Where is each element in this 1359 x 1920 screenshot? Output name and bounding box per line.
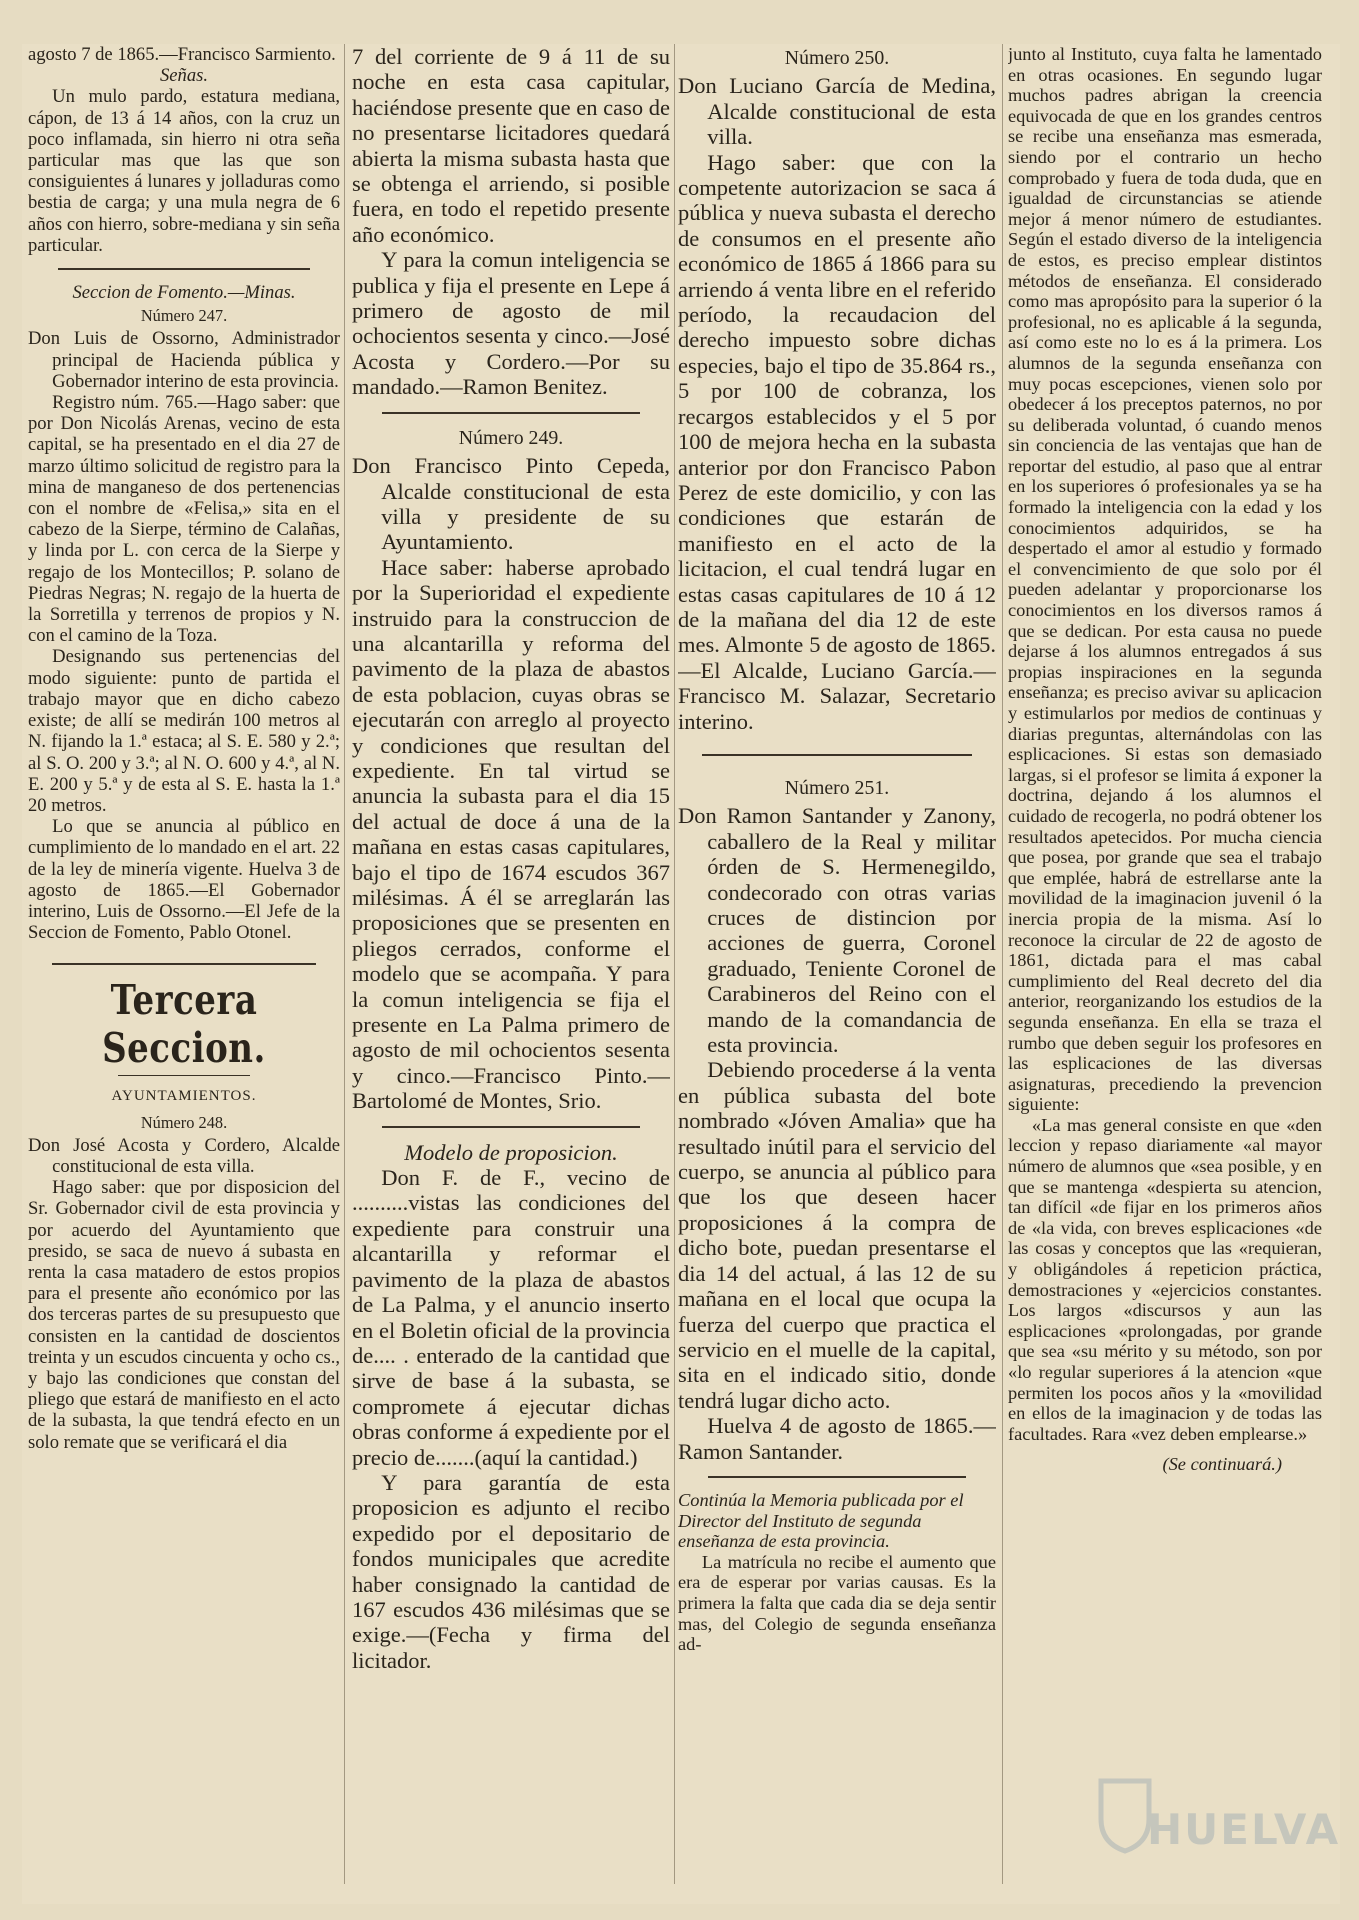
- continued-note: (Se continuará.): [1162, 1454, 1282, 1475]
- column-4: [1008, 44, 1322, 1475]
- senas-title: Señas.: [159, 65, 209, 87]
- section-heading: Seccion de Fomento.—Minas.: [72, 282, 296, 304]
- notice-number: Número 250.: [784, 47, 890, 69]
- notice-number: Número 248.: [140, 1112, 228, 1132]
- column-3: [678, 44, 996, 1655]
- paragraph: 7 del corriente de 9 á 11 de su noche en esta casa capitular, haciéndose presente que en caso de no presentarse licitadores quedará abierta la misma subasta hasta que se obtenga el arriendo, si posible fuera, en todo el repetido presente año económico.: [352, 44, 670, 247]
- notice-heading: Don Luis de Ossorno, Administrador principal de Hacienda pública y Gobernador interino de esta provincia.: [28, 328, 340, 392]
- subsection-title: AYUNTAMIENTOS.: [111, 1088, 257, 1105]
- section-title: Tercera Seccion.: [102, 977, 266, 1074]
- paragraph: Designando sus pertenencias del modo siguiente: punto de partida el trabajo mayor que en dicho cabezo existe; de allí se medirán 100 metros al N. fijando la 1.ª estaca; al S. E. 580 y 2.ª; al S. O. 200 y 3.ª; al N. O. 600 y 4.ª, al N. E. 200 y 5.ª y de esta al S. E. hasta la 1.ª 20 metros.: [28, 646, 340, 816]
- notice-number: Número 247.: [140, 306, 228, 326]
- divider: [52, 963, 316, 965]
- notice-number: Número 249.: [458, 426, 564, 449]
- divider: [382, 412, 640, 414]
- divider: [702, 754, 972, 756]
- watermark-text: HUELVA: [1147, 1805, 1341, 1854]
- column-1: [28, 44, 340, 1453]
- paragraph: Huelva 4 de agosto de 1865.—Ramon Santander.: [678, 1413, 996, 1464]
- paragraph: La matrícula no recibe el aumento que era de esperar por varias causas. Es la primera la falta que cada dia se deja sentir mas, del Colegio de segunda enseñanza ad-: [678, 1551, 996, 1655]
- divider: [118, 1075, 250, 1076]
- paragraph: Don F. de F., vecino de ..........vistas las condiciones del expediente para construir una alcantarilla y reformar el pavimento de la plaza de abastos de La Palma, y el anuncio inserto en el Boletin oficial de la provincia de.... . enterado de la cantidad que sirve de base á la subasta, se compromete á ejecutar dichas obras conforme á expediente por el precio de.......(aquí la cantidad.): [352, 1165, 670, 1470]
- quotation: «La mas general consiste en que «den leccion y repaso diariamente «al mayor número de alumnos que «sea posible, y en que se mantenga «despierta su atencion, tan difícil «de fijar en los primeros años de «la vida, con breves esplicaciones «de las cosas y conceptos que las «requieran, y obligándoles á repeticion práctica, demostraciones y «ejercicios constantes. Los largos «discursos y aun las esplicaciones «prolongadas, por grande que sea «su mérito y su método, son por «lo regular superiores á la atencion «que permiten los pocos años y la «movilidad en ellos de la imaginacion y de todas las facultades. Rara «vez deben emplearse.»: [1008, 1114, 1322, 1444]
- divider: [708, 1476, 966, 1478]
- divider: [382, 1126, 640, 1128]
- paragraph: Debiendo procederse á la venta en pública subasta del bote nombrado «Jóven Amalia» que ha resultado inútil para el servicio del cuerpo, se anuncia al público para que los que deseen hacer proposiciones á la compra de dicho bote, puedan presentarse el dia 14 del actual, á las 12 de su mañana en el local que ocupa la fuerza del cuerpo que practica el servicio en el muelle de la capital, sita en el indicado sitio, donde tendrá lugar dicho acto.: [678, 1057, 996, 1413]
- column-rule: [344, 44, 345, 1884]
- library-watermark: [1095, 1775, 1341, 1865]
- notice-heading: Don José Acosta y Cordero, Alcalde constitucional de esta villa.: [28, 1134, 340, 1177]
- paragraph: Registro núm. 765.—Hago saber: que por Don Nicolás Arenas, vecino de esta capital, se ha presentado en el dia 27 de marzo último solicitud de registro para la mina de manganeso de dos pertenencias con el nombre de «Felisa,» sita en el cabezo de la Sierpe, término de Calañas, y linda por L. con cerca de la Sierpe y regajo de los Montecillos; P. solano de Piedras Negras; N. regajo de la huerta de la Sorretilla y terrenos de propios y N. con el camino de la Toza.: [28, 392, 340, 647]
- column-rule: [1002, 44, 1003, 1884]
- notice-heading: Don Francisco Pinto Cepeda, Alcalde constitucional de esta villa y presidente de su Ayuntamiento.: [352, 453, 670, 555]
- newspaper-page: [22, 44, 1340, 1904]
- memoria-heading: Continúa la Memoria publicada por el Director del Instituto de segunda enseñanza de esta provincia.: [678, 1489, 964, 1552]
- column-rule: [674, 44, 675, 1884]
- column-2: [352, 44, 670, 1673]
- paragraph: Lo que se anuncia al público en cumplimiento de lo mandado en el art. 22 de la ley de minería vigente. Huelva 3 de agosto de 1865.—El Gobernador interino, Luis de Ossorno.—El Jefe de la Seccion de Fomento, Pablo Otonel.: [28, 816, 340, 944]
- notice-number: Número 251.: [784, 776, 890, 799]
- paragraph: Un mulo pardo, estatura mediana, cápon, de 13 á 14 años, con la cruz un poco inflamada, sin hierro ni otra seña particular mas que las que son consiguientes á lunares y jolladuras como bestia de carga; y una mula negra de 6 años con hierro, sobre-mediana y sin seña particular.: [28, 86, 340, 256]
- model-heading: Modelo de proposicion.: [404, 1139, 618, 1165]
- notice-heading: Don Luciano García de Medina, Alcalde constitucional de esta villa.: [678, 73, 996, 150]
- shield-icon: [1095, 1775, 1155, 1855]
- notice-heading: Don Ramon Santander y Zanony, caballero de la Real y militar órden de S. Hermenegildo, condecorado con otras varias cruces de distincion por acciones de guerra, Coronel graduado, Teniente Coronel de Carabineros del Reino con el mando de la comandancia de esta provincia.: [678, 803, 996, 1058]
- paragraph: junto al Instituto, cuya falta he lamentado en otras ocasiones. En segundo lugar muchos padres abrigan la creencia equivocada de que en los grandes centros se recibe una enseñanza mas esmerada, siendo por el contrario un hecho comprobado y fuera de toda duda, que en igualdad de circunstancias se atiende mejor á menor número de estudiantes. Según el estado diverso de la inteligencia de estos, es preciso emplear distintos métodos de enseñanza. El considerado como mas apropósito para la superior ó la profesional, no es aplicable á la segunda, así como este no lo es á la primera. Los alumnos de la segunda enseñanza con muy pocas escepciones, vienen solo por obedecer á los preceptos paternos, no por su deliberada voluntad, ó cuando menos sin conciencia de las ventajas que han de reportar del estudio, al paso que al entrar en los superiores ó profesionales ya se ha formado la inteligencia con la edad y los conocimientos adquiridos, se ha despertado el amor al estudio y formado el convencimiento de que solo por él pueden adelantar y proporcionarse los conocimientos en los diversos ramos á que se dedican. Por esta causa no puede dejarse á los alumnos entregados á sus propias inspiraciones en la segunda enseñanza; es preciso avivar su aplicacion y estimularlos por medios de continuas y diarias preguntas, alternándolas con las esplicaciones. Si estas son demasiado largas, si el profesor se limita á exponer la doctrina, dejando á los alumnos el cuidado de recogerla, no podrá obtener los resultados apetecidos. Por mucha ciencia que posea, por grande que sea el trabajo que emplée, habrá de estrellarse ante la movilidad de la imaginacion juvenil ó la inercia propia de la misma. Así lo reconoce la circular de 22 de agosto de 1861, dictada para el mas cabal cumplimiento del Real decreto del dia anterior, reorganizando los estudios de la segunda enseñanza. En ella se traza el rumbo que deben seguir los profesores en las esplicaciones de las diversas asignaturas, precediendo la prevencion siguiente:: [1008, 44, 1322, 1115]
- paragraph: Hace saber: haberse aprobado por la Superioridad el expediente instruido para la construccion de una alcantarilla y reforma del pavimento de la plaza de abastos de esta poblacion, cuyas obras se ejecutarán con arreglo al proyecto y condiciones que resultan del expediente. En tal virtud se anuncia la subasta para el dia 15 del actual de doce á una de la mañana en estas casas capitulares, bajo el tipo de 1674 escudos 367 milésimas. Á él se arreglarán las proposiciones que se presenten en pliegos cerrados, conforme el modelo que se acompaña. Y para la comun inteligencia se fija el presente en La Palma primero de agosto de mil ochocientos sesenta y cinco.—Francisco Pinto.—Bartolomé de Montes, Srio.: [352, 554, 670, 1114]
- divider: [58, 268, 310, 270]
- paragraph: Hago saber: que por disposicion del Sr. Gobernador civil de esta provincia y por acuerdo del Ayuntamiento que presido, se saca de nuevo á subasta en renta la casa matadero de estos propios para el presente año económico por las dos terceras partes de su presupuesto que consisten en la cantidad de doscientos treinta y un escudos cincuenta y ocho cs., y bajo las condiciones que constan del pliego que estará de manifiesto en el acto de la subasta, la que tendrá efecto en un solo remate que se verificará el dia: [28, 1177, 340, 1453]
- paragraph: Hago saber: que con la competente autorizacion se saca á pública y nueva subasta el derecho de consumos en el presente año económico de 1865 á 1866 para su arriendo á venta libre en el referido período, la recaudacion del derecho impuesto sobre dichas especies, bajo el tipo de 35.864 rs., 5 por 100 de cobranza, los recargos establecidos y el 5 por 100 de mejora hecha en la subasta anterior por don Francisco Pabon Perez de este domicilio, y con las condiciones que estarán de manifiesto en el acto de la licitacion, el cual tendrá lugar en estas casas capitulares de 10 á 12 de la mañana del dia 12 de este mes. Almonte 5 de agosto de 1865.—El Alcalde, Luciano García.—Francisco M. Salazar, Secretario interino.: [678, 149, 996, 734]
- paragraph: Y para garantía de esta proposicion es adjunto el recibo expedido por el depositario de fondos municipales que acredite haber consignado la cantidad de 167 escudos 436 milésimas que se exige.—(Fecha y firma del licitador.: [352, 1469, 670, 1673]
- paragraph: agosto 7 de 1865.—Francisco Sarmiento.: [28, 44, 336, 65]
- paragraph: Y para la comun inteligencia se publica y fija el presente en Lepe á primero de agosto de mil ochocientos sesenta y cinco.—José Acosta y Cordero.—Por su mandado.—Ramon Benitez.: [352, 247, 670, 400]
